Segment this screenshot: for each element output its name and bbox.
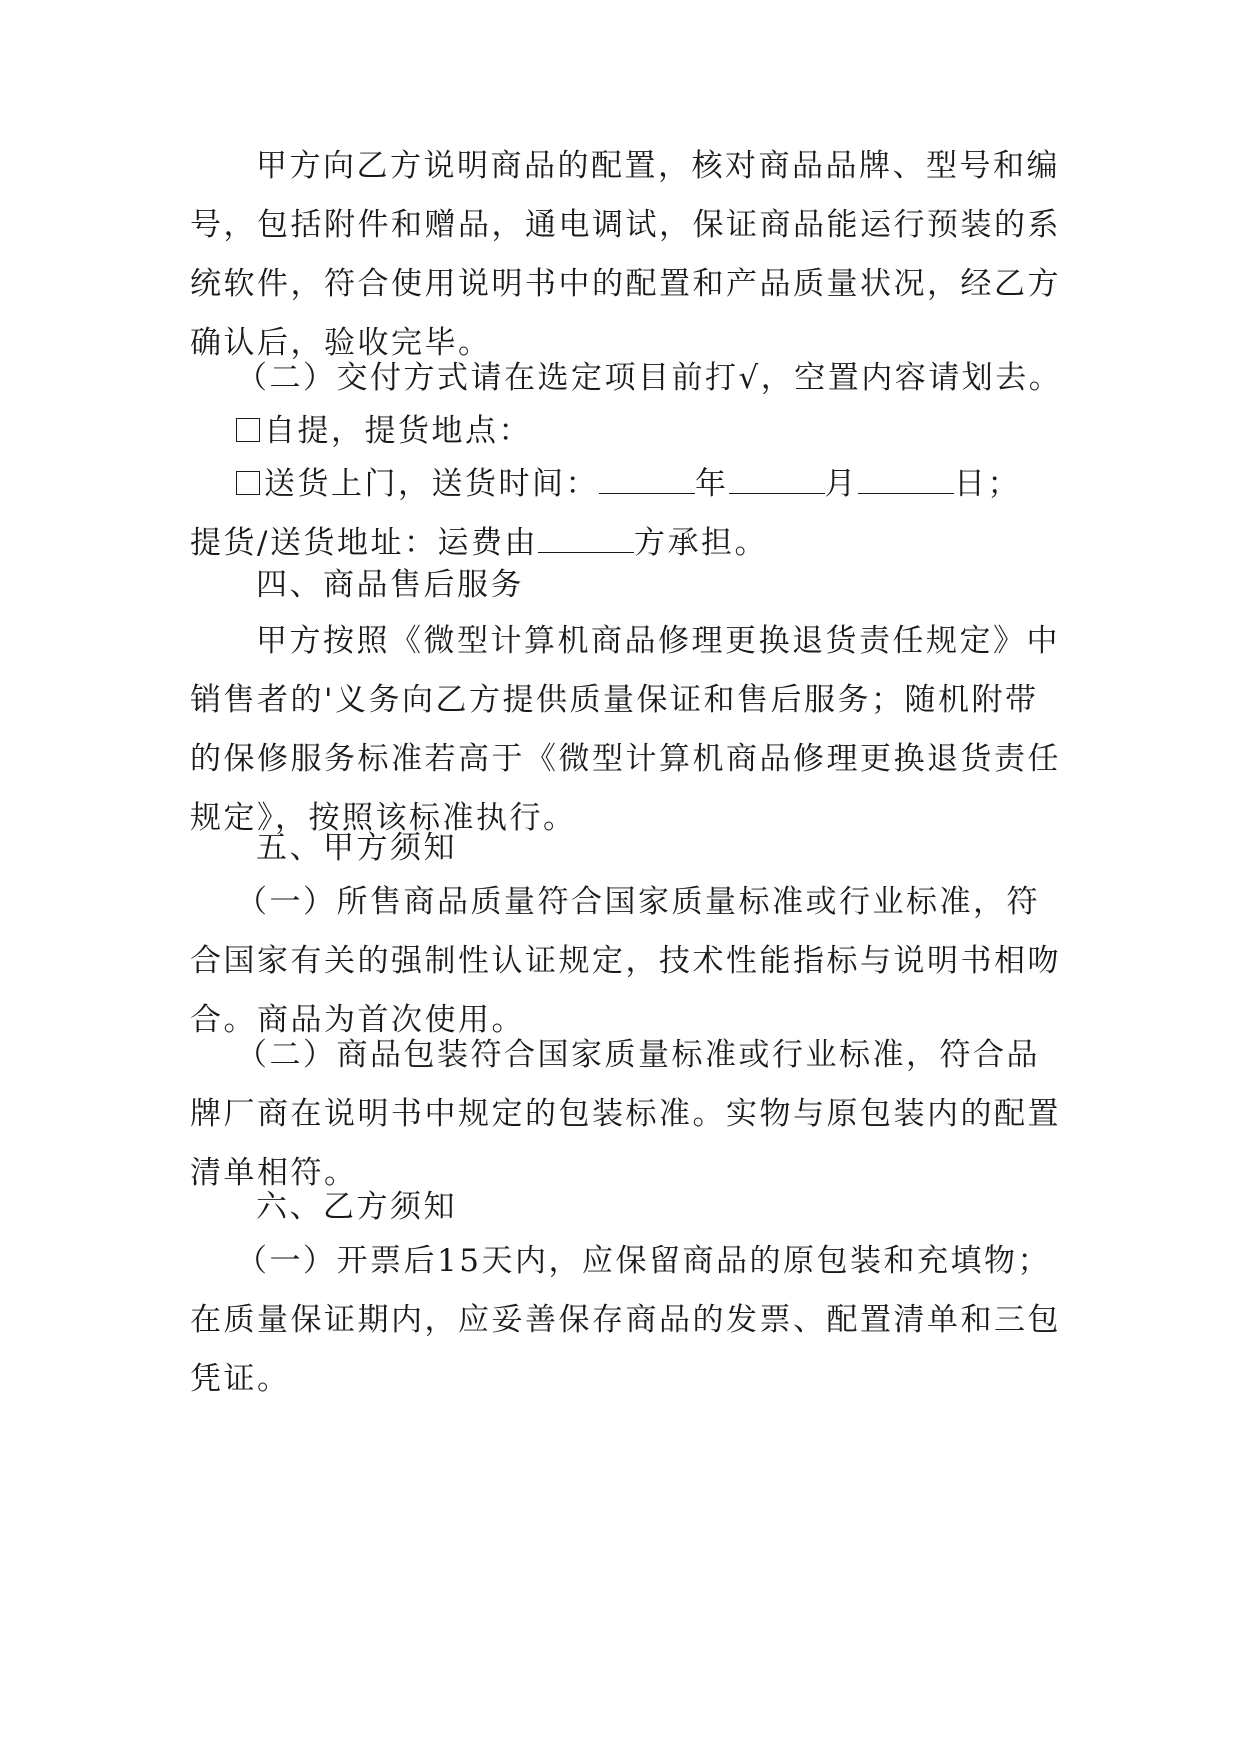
- text-line: 的保修服务标准若高于《微型计算机商品修理更换退货责任: [190, 741, 1061, 777]
- day-label: 日；: [954, 466, 1021, 502]
- delivery-label: 送货上门，送货时间：: [264, 466, 599, 502]
- freight-suffix: 方承担。: [633, 525, 768, 561]
- text-line: 牌厂商在说明书中规定的包装标准。实物与原包装内的配置: [190, 1096, 1061, 1132]
- text-line: 规定》，按照该标准执行。: [190, 800, 577, 836]
- text-line: （一）所售商品质量符合国家质量标准或行业标准，符: [236, 884, 1040, 920]
- paragraph-party-a-1: [190, 873, 1060, 1050]
- address-label: 提货/送货地址：运费由: [190, 525, 538, 561]
- section-heading-party-a: [190, 819, 1060, 878]
- month-label: 月: [824, 466, 858, 502]
- delivery-checkbox[interactable]: [236, 471, 260, 495]
- text-line: 凭证。: [190, 1361, 291, 1397]
- text-line: 合国家有关的强制性认证规定，技术性能指标与说明书相吻: [190, 943, 1061, 979]
- day-blank[interactable]: [858, 459, 954, 494]
- section-heading-after-sales: [190, 556, 1060, 615]
- section-title: 六、乙方须知: [256, 1189, 457, 1225]
- text-line: 销售者的'义务向乙方提供质量保证和售后服务；随机附带: [190, 682, 1039, 718]
- text-line: 在质量保证期内，应妥善保存商品的发票、配置清单和三包: [190, 1302, 1061, 1338]
- year-label: 年: [695, 466, 729, 502]
- self-pickup-label: 自提，提货地点：: [264, 413, 532, 449]
- option-self-pickup: [190, 402, 1060, 461]
- paragraph-party-b-1: [190, 1232, 1060, 1409]
- text-line: 统软件，符合使用说明书中的配置和产品质量状况，经乙方: [190, 266, 1061, 302]
- text-line: 甲方向乙方说明商品的配置，核对商品品牌、型号和编: [256, 148, 1060, 184]
- text-line: 确认后，验收完毕。: [190, 325, 492, 361]
- text-line: （一）开票后15天内，应保留商品的原包装和充填物；: [236, 1243, 1051, 1279]
- paragraph-after-sales: [190, 612, 1060, 848]
- text-line: （二）商品包装符合国家质量标准或行业标准，符合品: [236, 1037, 1040, 1073]
- section-title: 五、甲方须知: [256, 830, 457, 866]
- text-line: （二）交付方式请在选定项目前打√，空置内容请划去。: [236, 360, 1063, 396]
- year-blank[interactable]: [599, 459, 695, 494]
- text-line: 清单相符。: [190, 1155, 358, 1191]
- text-line: 甲方按照《微型计算机商品修理更换退货责任规定》中: [256, 623, 1060, 659]
- month-blank[interactable]: [729, 459, 825, 494]
- text-line: 号，包括附件和赠品，通电调试，保证商品能运行预装的系: [190, 207, 1061, 243]
- self-pickup-checkbox[interactable]: [236, 418, 260, 442]
- section-title: 四、商品售后服务: [256, 567, 524, 603]
- paragraph-delivery-method: [190, 349, 1063, 408]
- section-heading-party-b: [190, 1178, 1060, 1237]
- freight-party-blank[interactable]: [538, 518, 634, 553]
- paragraph-party-a-2: [190, 1026, 1060, 1203]
- text-line: 合。商品为首次使用。: [190, 1002, 525, 1038]
- paragraph-acceptance: [190, 137, 1060, 373]
